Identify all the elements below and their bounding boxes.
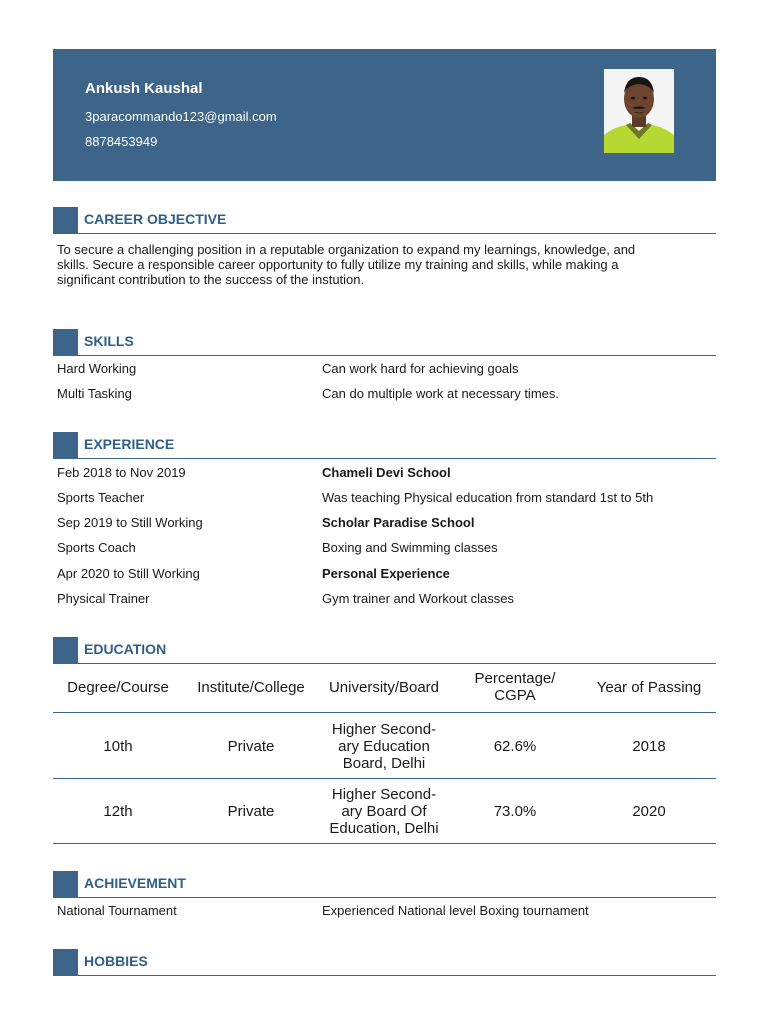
experience-row bbox=[57, 540, 717, 558]
section-title: ACHIEVEMENT bbox=[84, 875, 186, 891]
table-cell: 2020 bbox=[632, 803, 666, 820]
experience-row bbox=[57, 591, 717, 609]
objective-line: significant contribution to the success of the instution. bbox=[57, 272, 365, 287]
experience-period: Sep 2019 to Still Working bbox=[57, 515, 203, 530]
experience-role: Sports Teacher bbox=[57, 490, 145, 505]
section-title: EXPERIENCE bbox=[84, 436, 175, 452]
skill-name: Multi Tasking bbox=[57, 386, 132, 401]
skill-name: Hard Working bbox=[57, 361, 137, 376]
candidate-phone: 8878453949 bbox=[85, 134, 158, 149]
experience-role: Sports Coach bbox=[57, 540, 136, 555]
table-cell: 12th bbox=[103, 803, 133, 820]
experience-period: Apr 2020 to Still Working bbox=[57, 566, 200, 581]
skill-desc: Can do multiple work at necessary times. bbox=[322, 386, 559, 401]
section-career-objective bbox=[53, 207, 716, 234]
column-header-text: Percentage/ CGPA bbox=[474, 670, 556, 704]
achievement-row bbox=[57, 903, 717, 921]
experience-role: Physical Trainer bbox=[57, 591, 150, 606]
section-marker bbox=[53, 949, 78, 975]
education-table-header bbox=[53, 662, 716, 713]
experience-employer: Personal Experience bbox=[322, 566, 450, 581]
experience-employer: Scholar Paradise School bbox=[322, 515, 475, 530]
section-achievement bbox=[53, 871, 716, 898]
table-row bbox=[53, 715, 716, 779]
table-cell bbox=[318, 780, 450, 843]
candidate-name: Ankush Kaushal bbox=[85, 80, 203, 97]
experience-row bbox=[57, 515, 717, 533]
section-marker bbox=[53, 637, 78, 663]
achievement-name: National Tournament bbox=[57, 903, 177, 918]
table-cell bbox=[318, 715, 450, 778]
section-education bbox=[53, 637, 716, 664]
section-title: EDUCATION bbox=[84, 641, 167, 657]
table-cell: 62.6% bbox=[493, 738, 537, 755]
profile-photo bbox=[604, 69, 674, 153]
column-header: Year of Passing bbox=[596, 678, 702, 696]
section-hobbies bbox=[53, 949, 716, 976]
table-cell-text: Higher Second- ary Board Of Education, Delhi bbox=[329, 786, 439, 837]
achievement-desc: Experienced National level Boxing tournament bbox=[322, 903, 589, 918]
section-marker bbox=[53, 329, 78, 355]
profile-photo-icon bbox=[604, 69, 674, 153]
candidate-email: 3paracommando123@gmail.com bbox=[85, 109, 277, 124]
experience-row bbox=[57, 566, 717, 584]
table-row bbox=[53, 780, 716, 844]
table-cell: 2018 bbox=[632, 738, 666, 755]
experience-desc: Gym trainer and Workout classes bbox=[322, 591, 514, 606]
resume-header bbox=[53, 49, 716, 181]
experience-desc: Boxing and Swimming classes bbox=[322, 540, 498, 555]
experience-desc: Was teaching Physical education from standard 1st to 5th bbox=[322, 490, 654, 505]
section-title: SKILLS bbox=[84, 333, 134, 349]
skill-row bbox=[57, 386, 717, 404]
table-cell-text: Higher Second- ary Education Board, Delhi bbox=[331, 721, 437, 772]
section-skills bbox=[53, 329, 716, 356]
skill-row bbox=[57, 361, 717, 379]
experience-row bbox=[57, 490, 717, 508]
section-marker bbox=[53, 207, 78, 233]
experience-row bbox=[57, 465, 717, 483]
section-experience bbox=[53, 432, 716, 459]
experience-employer: Chameli Devi School bbox=[322, 465, 451, 480]
column-header: Institute/College bbox=[197, 678, 305, 696]
experience-period: Feb 2018 to Nov 2019 bbox=[57, 465, 186, 480]
objective-line: To secure a challenging position in a reputable organization to expand my learnings, knowledge, and bbox=[57, 242, 636, 257]
table-cell: 10th bbox=[103, 738, 133, 755]
section-marker bbox=[53, 432, 78, 458]
career-objective-text bbox=[57, 242, 697, 287]
column-header bbox=[450, 662, 580, 712]
table-cell: 73.0% bbox=[493, 803, 537, 820]
objective-line: skills. Secure a responsible career opportunity to fully utilize my training and skills, while making a bbox=[57, 257, 619, 272]
table-cell: Private bbox=[227, 738, 275, 755]
section-marker bbox=[53, 871, 78, 897]
section-title: CAREER OBJECTIVE bbox=[84, 211, 227, 227]
column-header: Degree/Course bbox=[67, 678, 169, 696]
skill-desc: Can work hard for achieving goals bbox=[322, 361, 519, 376]
column-header: University/Board bbox=[328, 678, 440, 696]
section-title: HOBBIES bbox=[84, 953, 148, 969]
table-cell: Private bbox=[227, 803, 275, 820]
